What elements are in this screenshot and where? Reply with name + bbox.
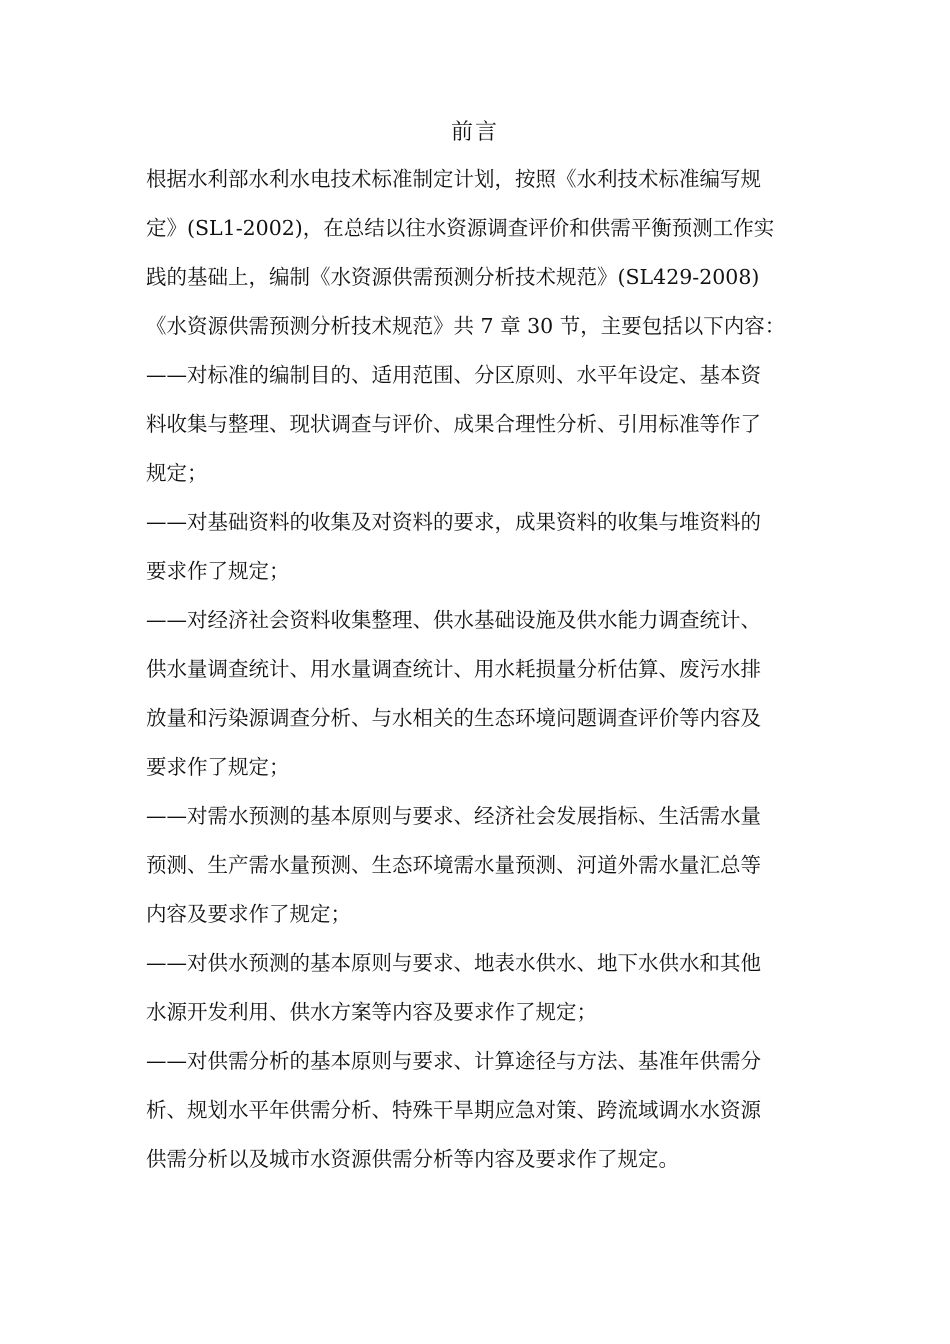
text-line-11: 供水量调查统计、用水量调查统计、用水耗损量分析估算、废污水排 [146,657,761,681]
document-body [146,155,816,1184]
text-line-19: ——对供需分析的基本原则与要求、计算途径与方法、基准年供需分 [146,1049,761,1073]
page-title: 前言 [450,120,499,145]
text-line-21: 供需分析以及城市水资源供需分析等内容及要求作了规定。 [146,1147,679,1171]
text-line-16: 内容及要求作了规定； [146,902,351,926]
text-line-5: ——对标准的编制目的、适用范围、分区原则、水平年设定、基本资 [146,363,761,387]
text-line-4: 《水资源供需预测分析技术规范》共 7 章 30 节，主要包括以下内容： [146,314,786,338]
text-line-18: 水源开发利用、供水方案等内容及要求作了规定； [146,1000,597,1024]
text-line-9: 要求作了规定； [146,559,290,583]
text-line-13: 要求作了规定； [146,755,290,779]
text-line-2: 定》(SL1-2002)，在总结以往水资源调查评价和供需平衡预测工作实 [146,216,775,240]
text-line-14: ——对需水预测的基本原则与要求、经济社会发展指标、生活需水量 [146,804,761,828]
text-line-17: ——对供水预测的基本原则与要求、地表水供水、地下水供水和其他 [146,951,761,975]
text-line-7: 规定； [146,461,208,485]
text-line-1: 根据水利部水利水电技术标准制定计划，按照《水利技术标准编写规 [146,167,761,191]
text-line-20: 析、规划水平年供需分析、特殊干旱期应急对策、跨流域调水水资源 [146,1098,761,1122]
text-line-8: ——对基础资料的收集及对资料的要求，成果资料的收集与堆资料的 [146,510,761,534]
text-line-15: 预测、生产需水量预测、生态环境需水量预测、河道外需水量汇总等 [146,853,761,877]
text-line-6: 料收集与整理、现状调查与评价、成果合理性分析、引用标准等作了 [146,412,761,436]
text-line-12: 放量和污染源调查分析、与水相关的生态环境问题调查评价等内容及 [146,706,761,730]
text-line-3: 践的基础上，编制《水资源供需预测分析技术规范》(SL429-2008) [146,265,760,289]
text-line-10: ——对经济社会资料收集整理、供水基础设施及供水能力调查统计、 [146,608,761,632]
